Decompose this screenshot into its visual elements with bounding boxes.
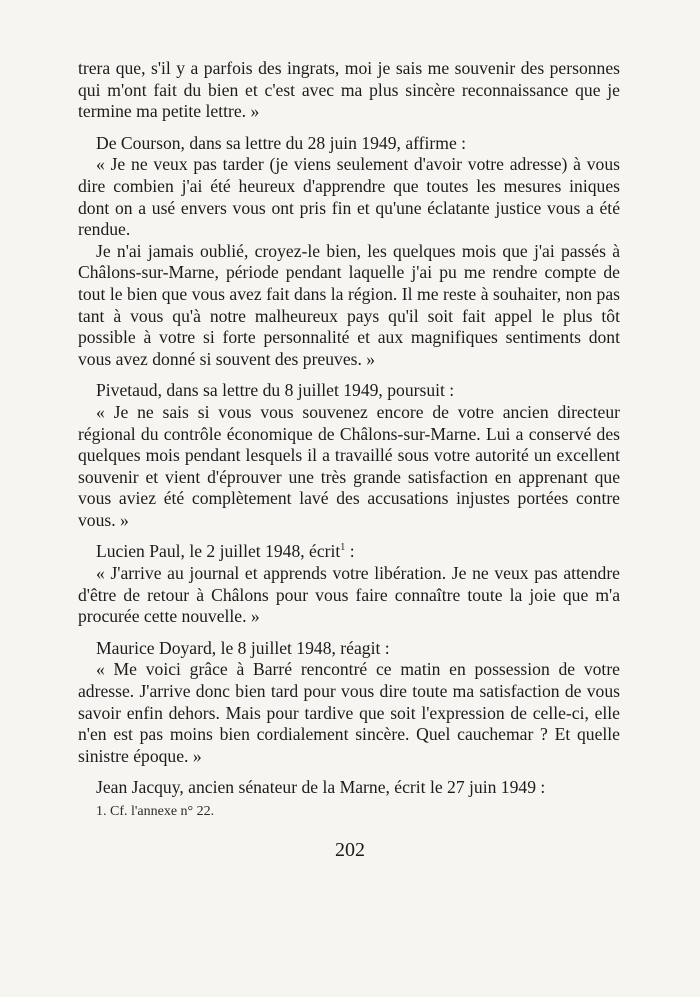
paragraph-doyard-intro: Maurice Doyard, le 8 juillet 1948, réagit :	[96, 637, 390, 658]
paragraph-continuation: trera que, s'il y a parfois des ingrats, moi je sais me souvenir des personnes qui m'ont fait du bien et c'est avec ma plus sincère reconnaissance que je termine ma petite lettre. »	[78, 58, 620, 122]
quote-de-courson-2: Je n'ai jamais oublié, croyez-le bien, les quelques mois que j'ai passés à Châlons-sur-Marne, période pendant laquelle j'ai pu me rendre compte de tout le bien que vous avez fait dans la région. Il me reste à souhaiter, non pas tant à vous qu'à notre malheureux pays qu'il soit fait appel le plus tôt possible à votre si forte personnalité et aux magnifiques sentiments dont vous avez donné si souvent des preuves. »	[78, 240, 620, 369]
quote-lucien-paul: « J'arrive au journal et apprends votre libération. Je ne veux pas attendre d'être de retour à Châlons pour vous faire connaître toute la joie que m'a procurée cette nouvelle. »	[78, 563, 620, 627]
page-number: 202	[335, 839, 365, 861]
paragraph-lucien-paul-intro	[78, 541, 620, 563]
quote-de-courson-1: « Je ne veux pas tarder (je viens seulement d'avoir votre adresse) à vous dire combien j'ai été heureux d'apprendre que toutes les mesures iniques dont on a usé envers vous ont pris fin et qu'une éclatante justice vous a été rendue.	[78, 154, 620, 240]
paragraph-de-courson-intro: De Courson, dans sa lettre du 28 juin 1949, affirme :	[96, 132, 467, 153]
paragraph-jacquy-intro: Jean Jacquy, ancien sénateur de la Marne, écrit le 27 juin 1949 :	[96, 777, 546, 798]
quote-pivetaud: « Je ne sais si vous vous souvenez encore de votre ancien directeur régional du contrôle économique de Châlons-sur-Marne. Lui a conservé des quelques mois pendant lesquels il a travaillé sous votre autorité un excellent souvenir et vient d'éprouver une très grande satisfaction en apprenant que vous aviez été complètement lavé des accusations injustes portées contre vous. »	[78, 401, 620, 530]
page-body	[78, 58, 620, 799]
quote-doyard: « Me voici grâce à Barré rencontré ce matin en possession de votre adresse. J'arrive donc bien tard pour vous dire toute ma satisfaction de vous savoir enfin dehors. Mais pour tardive que soit l'expression de celle-ci, elle n'en est pas moins bien cordialement sincère. Quel cauchemar ? Et quelle sinistre époque. »	[78, 659, 620, 766]
lucien-paul-intro-colon: :	[345, 541, 355, 562]
footnote-reference[interactable]: 1	[340, 542, 346, 554]
lucien-paul-intro-text: Lucien Paul, le 2 juillet 1948, écrit	[96, 541, 341, 562]
paragraph-pivetaud-intro: Pivetaud, dans sa lettre du 8 juillet 1949, poursuit :	[96, 380, 455, 401]
footnote: 1. Cf. l'annexe n° 22.	[96, 804, 215, 819]
